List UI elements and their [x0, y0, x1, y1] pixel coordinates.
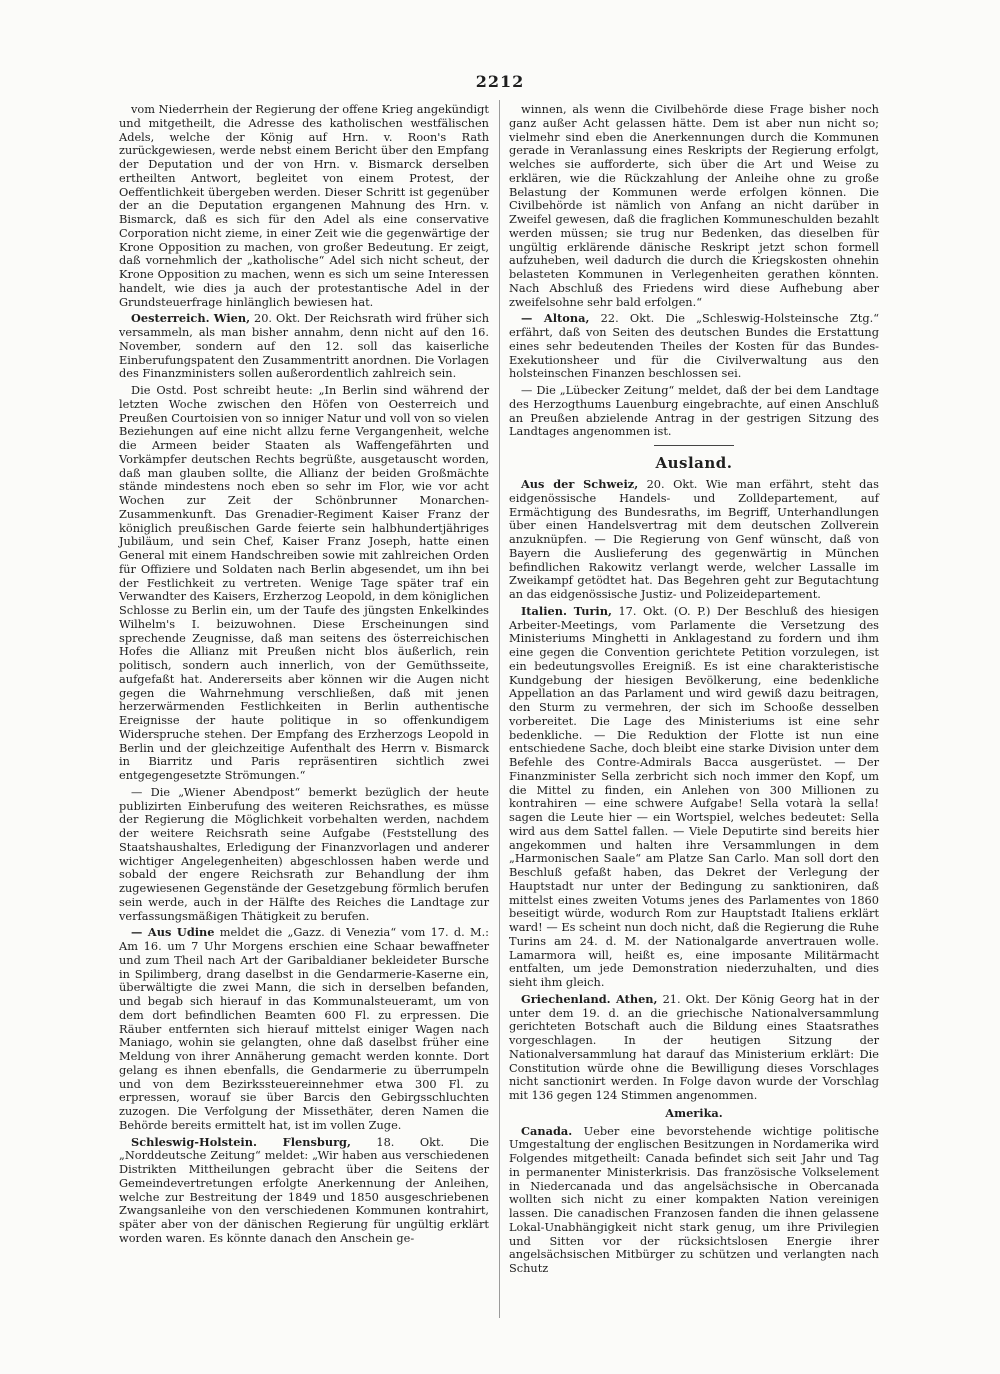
article-text: Die Ostd. Post schreibt heute: „In Berlin sind während der letzten Woche zwischen den Höfen von Oesterreich und Preußen Courtoisien von so inniger Natur und voll von so vielen Beziehungen auf eine nicht allzu ferne Vergangenheit, welche die Armeen beider Staaten als Waffengefährten und Vorkämpfer deutschen Rechts begrüßte, ausgetauscht worden, daß man glauben sollte, die Allianz der beiden Großmächte stände mindestens noch eben so sehr im Flor, wie vor acht Wochen zur Zeit der Schönbrunner Monarchen-Zusammenkunft. Das Grenadier-Regiment Kaiser Franz der königlich preußischen Garde feierte sein halbhundertjähriges Jubiläum, und sein Chef, Kaiser Franz Joseph, hatte einen General mit einem Handschreiben sowie mit zahlreichen Orden für Offiziere und Soldaten nach Berlin abgesendet, um ihn bei der Festlichkeit zu vertreten. Wenige Tage später traf ein Verwandter des Kaisers, Erzherzog Leopold, in dem königlichen Schlosse zu Berlin ein, um der Taufe des jüngsten Enkelkindes Wilhelm's I. beizuwohnen. Diese Erscheinungen sind sprechende Zeugnisse, daß man seitens des österreichischen Hofes die Allianz mit Preußen nicht blos äußerlich, rein politisch, sondern auch innerlich, von der Gemüthsseite, aufgefaßt hat. Andererseits aber können wir die Augen nicht gegen die Wahrnehmung verschließen, daß mit jenen herzerwärmenden Festlichkeiten in Berlin authentische Ereignisse der haute politique in so offenkundigem Widerspruche stehen. Der Empfang des Erzherzogs Leopold in Berlin und der gleichzeitige Aufenthalt des Herrn v. Bismarck in Biarritz und Paris repräsentiren sichtlich zwei entgegengesetzte Strömungen.“ [119, 383, 489, 782]
article-text: — Die „Lübecker Zeitung“ meldet, daß der bei dem Landtage des Herzogthums Lauenburg eingebrachte, auf einen Anschluß an Preußen abzielende Antrag in der gestrigen Sitzung des Landtages angenommen ist. [509, 383, 879, 439]
article-text: 17. Okt. (O. P.) Der Beschluß des hiesigen Arbeiter-Meetings, vom Parlamente die Versetzung des Ministeriums Minghetti in Anklagestand zu fordern und ihm eine gegen die Convention gerichtete Petition vorzulegen, ist ein bedeutungsvolles Ereigniß. Es ist eine charakteristische Kundgebung der hiesigen Bevölkerung, eine bedenkliche Appellation an das Parlament und wird gewiß dazu beitragen, den Sturm zu vermehren, der sich im Schooße desselben vorbereitet. Die Lage des Ministeriums ist eine sehr bedenkliche. — Die Reduktion der Flotte ist nun eine entschiedene Sache, doch bleibt eine starke Division unter dem Befehle des Contre-Admirals Bacca ausgerüstet. — Der Finanzminister Sella zerbricht sich noch immer den Kopf, um die Mittel zu finden, ein Anlehen von 300 Millionen zu kontrahiren — eine schwere Aufgabe! Sella votarà la sella! sagen die Leute hier — ein Wortspiel, welches bedeutet: Sella wird aus dem Sattel fallen. — Viele Deputirte sind bereits hier angekommen und halten ihre Versammlungen in dem „Harmonischen Saale“ am Platze San Carlo. Man soll dort den Beschluß gefaßt haben, das Dekret der Verlegung der Hauptstadt nur unter der Bedingung zu sanktioniren, daß mittelst eines zweiten Votums jenes des Parlamentes von 1860 beseitigt würde, wodurch Rom zur Hauptstadt Italiens erklärt ward! — Es scheint nun doch nicht, daß die Regierung die Ruhe Turins am 24. d. M. der Nationalgarde anvertrauen wolle. Lamarmora will, heißt es, eine imposante Militärmacht entfalten, um jede Demonstration niederzuhalten, und dies sieht ihm gleich. [509, 603, 879, 989]
article-text: — Die „Wiener Abendpost“ bemerkt bezüglich der heute publizirten Einberufung des weiteren Reichsrathes, es müsse der Regierung die Möglichkeit vorbehalten werden, nachdem der weitere Reichsrath seine Aufgabe (Feststellung des Staatshaushaltes, Erledigung der Finanzvorlagen und anderer wichtiger Angelegenheiten) abgeschlossen haben werde und sobald der engere Reichsrath zur Behandlung der ihm zugewiesenen Gegenstände der Gesetzgebung förmlich berufen sein werde, auch in der Hälfte des Reiches die Landtage zur verfassungsmäßigen Thätigkeit zu berufen. [119, 784, 489, 923]
article-paragraph [509, 993, 879, 1103]
ausland-section [509, 478, 879, 1103]
article-text: vom Niederrhein der Regierung der offene Krieg angekündigt und mitgetheilt, die Adresse des katholischen westfälischen Adels, welche der König auf Hrn. v. Roon's Rath zurückgewiesen, werde nebst einem Bericht über den Empfang der Deputation und der von Hrn. v. Bismarck derselben ertheilten Antwort, begleitet von einem Protest, der Oeffentlichkeit übergeben werden. Dieser Schritt ist gegenüber der an die Deputation ergangenen Mahnung des Hrn. v. Bismarck, daß es sich für den Adel als eine conservative Corporation nicht zieme, in einer Zeit wie die gegenwärtige der Krone Opposition zu machen, von großer Bedeutung. Er zeigt, daß vornehmlich der „katholische“ Adel sich nicht scheut, der Krone Opposition zu machen, wenn es sich um seine Interessen handelt, wie dies ja auch der protestantische Adel in der Grundsteuerfrage hinlänglich bewiesen hat. [119, 102, 489, 309]
article-text: 21. Okt. Der König Georg hat in der unter dem 19. d. an die griechische Nationalversammlung gerichteten Botschaft auch die Bildung eines Staatsrathes vorgeschlagen. In der heutigen Sitzung der Nationalversammlung hat darauf das Ministerium erklärt: Die Constitution würde ohne die Bewilligung dieses Vorschlages nicht sanctionirt werden. In Folge davon wurde der Vorschlag mit 136 gegen 124 Stimmen angenommen. [509, 991, 879, 1102]
article-text: Ueber eine bevorstehende wichtige politische Umgestaltung der englischen Besitzungen in Nordamerika wird Folgendes mitgetheilt: Canada befindet sich seit Jahr und Tag in permanenter Ministerkrisis. Das französische Volkselement in Niedercanada und das angelsächsische in Obercanada wollten sich nicht zu einer kompakten Nation vereinigen lassen. Die canadischen Franzosen fanden die ihnen gelassene Lokal-Unabhängigkeit nicht stark genug, um ihre Privilegien und Sitten vor der rücksichtslosen Energie ihrer angelsächsischen Mitbürger zu schützen und verlangten nach Schutz [509, 1123, 879, 1275]
article-paragraph [119, 312, 489, 381]
article-paragraph [119, 786, 489, 924]
article-paragraph [119, 384, 489, 783]
section-heading-ausland: Ausland. [655, 454, 733, 472]
article-text: meldet die „Gazz. di Venezia“ vom 17. d. M.: Am 16. um 7 Uhr Morgens erschien eine Schaar bewaffneter und zum Theil nach Art der Garibaldianer bekleideter Bursche in Spilimberg, drang daselbst in die Gendarmerie-Kaserne ein, überwältigte die zwei Mann, die sich in derselben befanden, und begab sich hierauf in das Kommunalsteueramt, um von dem dort befindlichen Beamten 600 Fl. zu erpressen. Die Räuber entfernten sich hierauf mittelst einiger Wagen nach Maniago, wohin sie gelangten, ohne daß daselbst früher eine Meldung von ihrer Annäherung gemacht werden konnte. Dort gelang es ihnen ebenfalls, die Gendarmerie zu überrumpeln und von dem Bezirkssteuereinnehmer etwa 300 Fl. zu erpressen, worauf sie über Barcis den Gebirgsschluchten zuzogen. Die Verfolgung der Missethäter, deren Namen die Behörde bereits ermittelt hat, ist im vollen Zuge. [119, 925, 489, 1132]
article-dateline: Italien. Turin, [521, 603, 612, 618]
section-heading-amerika: Amerika. [665, 1105, 723, 1120]
left-column [119, 103, 489, 1249]
article-paragraph [509, 384, 879, 439]
article-text: winnen, als wenn die Civilbehörde diese Frage bisher noch ganz außer Acht gelassen hätte. Dem ist aber nun nicht so; vielmehr sind eben die Anerkennungen durch die Kommunen gerade in Veranlassung eines Reskripts der Regierung erfolgt, welches sie aufforderte, sich über die Art und Weise zu erklären, wie die Rückzahlung der Anleihe ohne zu große Belastung der Kommunen werde erfolgen können. Die Civilbehörde ist nämlich von Anfang an nicht darüber in Zweifel gewesen, daß die fraglichen Kommuneschulden bezahlt werden müssen; sie trug nur Bedenken, das dieselben für ungültig erklärende dänische Reskript jetzt schon formell aufzuheben, weil dadurch die durch die Kriegskosten ohnehin belasteten Kommunen in Verlegenheiten gerathen könnten. Nach Abschluß des Friedens wird diese Aufhebung aber zweifelsohne sehr bald erfolgen.“ [509, 102, 879, 309]
article-dateline: Oesterreich. Wien, [131, 311, 251, 326]
article-text: 20. Okt. Der Reichsrath wird früher sich versammeln, als man bisher annahm, denn nicht auf den 16. November, sondern auf den 12. soll das kaiserliche Einberufungspatent den Zusammentritt anordnen. Die Vorlagen des Finanzministers sollen außerordentlich zahlreich sein. [119, 311, 490, 381]
page-number: 2212 [475, 72, 525, 91]
article-dateline: — Aus Udine [131, 925, 215, 940]
article-paragraph [509, 103, 879, 309]
right-column [509, 103, 879, 1279]
article-dateline: Schleswig-Holstein. Flensburg, [131, 1134, 351, 1149]
article-paragraph [509, 605, 879, 990]
article-dateline: Canada. [521, 1123, 573, 1138]
section-rule [654, 445, 734, 446]
article-dateline: Aus der Schweiz, [521, 477, 639, 491]
amerika-section [509, 1125, 879, 1276]
article-paragraph [119, 103, 489, 309]
article-text: 20. Okt. Wie man erfährt, steht das eidgenössische Handels- und Zolldepartement, auf Ermächtigung des Bundesraths, im Begriff, Unterhandlungen über einen Handelsvertrag mit dem deutschen Zollverein anzuknüpfen. — Die Regierung von Genf wünscht, daß von Bayern die Auslieferung des gegenwärtig in München befindlichen Rakowitz verlangt werde, welcher Lassalle im Zweikampf getödtet hat. Das Begehren geht zur Begutachtung an das eidgenössische Justiz- und Polizeidepartement. [509, 477, 879, 601]
article-paragraph [509, 312, 879, 381]
article-paragraph [119, 926, 489, 1132]
article-text: 22. Okt. Die „Schleswig-Holsteinsche Ztg.“ erfährt, daß von Seiten des deutschen Bundes die Erstattung eines sehr bedeutenden Theiles der Kosten für das Bundes-Exekutionsheer und für die Civilverwaltung aus den holsteinschen Finanzen beschlossen sei. [509, 311, 879, 381]
article-paragraph [119, 1136, 489, 1246]
article-text: 18. Okt. Die „Norddeutsche Zeitung“ meldet: „Wir haben aus verschiedenen Distrikten Mittheilungen gebracht über die Seitens der Gemeindevertretungen erfolgte Anerkennung der Anleihen, welche zur Bestreitung der 1849 und 1850 ausgeschriebenen Zwangsanleihe von den verschiedenen Kommunen kontrahirt, später aber von der dänischen Regierung für ungültig erklärt worden waren. Es könnte danach den Anschein ge- [119, 1134, 490, 1245]
article-paragraph [509, 478, 879, 602]
article-paragraph [509, 1125, 879, 1276]
column-divider [499, 100, 500, 1318]
right-column-top [509, 103, 879, 439]
article-dateline: Griechenland. Athen, [521, 991, 658, 1006]
article-dateline: — Altona, [521, 311, 590, 326]
